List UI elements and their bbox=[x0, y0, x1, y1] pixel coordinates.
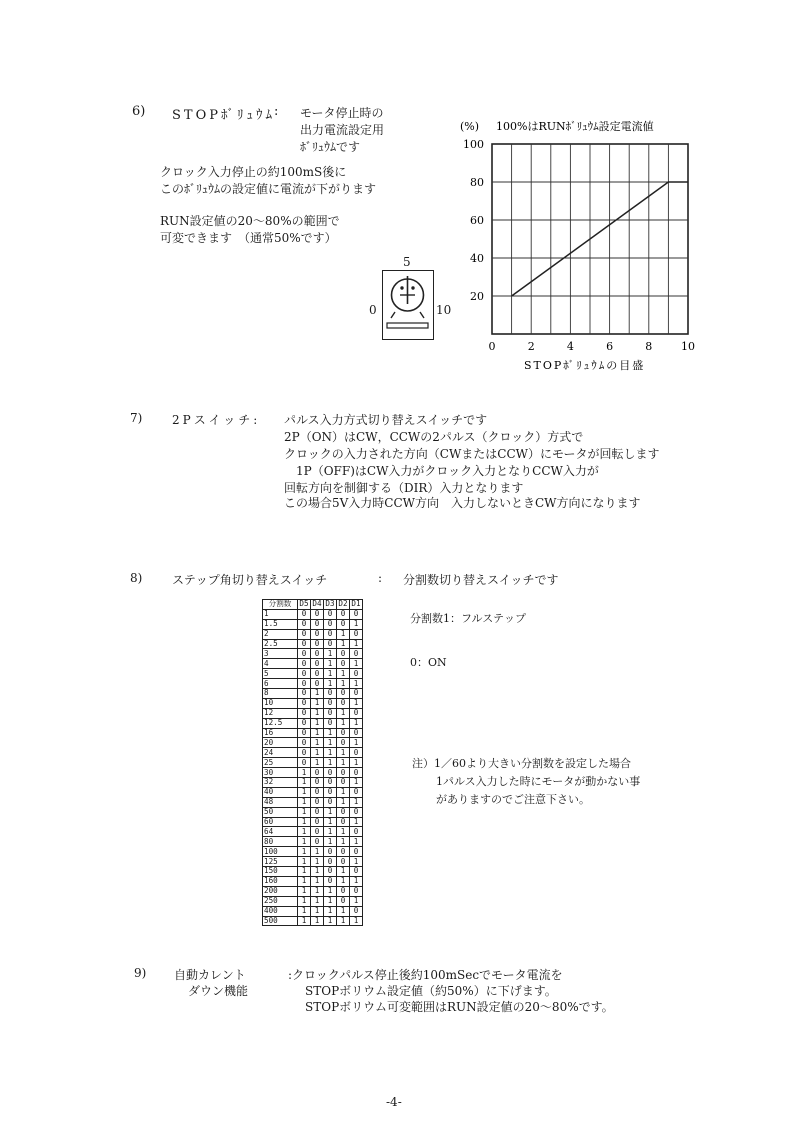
section-8-note-3: がありますのでご注意下さい。 bbox=[436, 793, 590, 806]
section-8-note-full-step: 分割数1：フルステップ bbox=[410, 612, 527, 625]
division-value-cell: 40 bbox=[263, 787, 298, 797]
bit-cell: 0 bbox=[298, 629, 311, 639]
table-body bbox=[263, 609, 363, 926]
bit-cell: 0 bbox=[350, 689, 363, 699]
division-value-cell: 60 bbox=[263, 817, 298, 827]
division-value-cell: 500 bbox=[263, 916, 298, 926]
bit-cell: 0 bbox=[311, 659, 324, 669]
table-row bbox=[263, 807, 363, 817]
table-row bbox=[263, 827, 363, 837]
table-row bbox=[263, 758, 363, 768]
bit-cell: 1 bbox=[298, 837, 311, 847]
bit-cell: 0 bbox=[311, 837, 324, 847]
bit-cell: 1 bbox=[311, 728, 324, 738]
chart-x-tick-label: 8 bbox=[645, 340, 653, 353]
bit-cell: 1 bbox=[311, 916, 324, 926]
section-6-title: STOPﾎﾞﾘｭｳﾑ bbox=[172, 108, 275, 123]
bit-cell: 0 bbox=[324, 708, 337, 718]
chart-xlabel: STOPﾎﾞﾘｭｳﾑの目盛 bbox=[524, 359, 646, 372]
bit-cell: 0 bbox=[350, 867, 363, 877]
division-value-cell: 16 bbox=[263, 728, 298, 738]
bit-cell: 0 bbox=[298, 689, 311, 699]
chart-x-tick-label: 0 bbox=[488, 340, 496, 353]
bit-cell: 0 bbox=[350, 629, 363, 639]
chart-series-line bbox=[512, 182, 688, 296]
bit-cell: 0 bbox=[311, 649, 324, 659]
bit-cell: 1 bbox=[350, 817, 363, 827]
division-value-cell: 100 bbox=[263, 847, 298, 857]
bit-cell: 0 bbox=[350, 807, 363, 817]
bit-cell: 0 bbox=[324, 698, 337, 708]
bit-cell: 1 bbox=[324, 807, 337, 817]
division-value-cell: 12.5 bbox=[263, 718, 298, 728]
section-6-line-1: クロック入力停止の約100mS後に bbox=[160, 165, 347, 179]
table-row bbox=[263, 629, 363, 639]
bit-cell: 1 bbox=[337, 679, 350, 689]
bit-cell: 1 bbox=[324, 758, 337, 768]
knob-label-top: 5 bbox=[403, 255, 411, 269]
bit-cell: 0 bbox=[337, 698, 350, 708]
bit-cell: 0 bbox=[324, 639, 337, 649]
division-value-cell: 160 bbox=[263, 876, 298, 886]
section-6-line-5: 可変できます （通常50%です） bbox=[160, 231, 337, 245]
division-value-cell: 150 bbox=[263, 867, 298, 877]
table-row bbox=[263, 609, 363, 619]
table-header-cell: 分割数 bbox=[263, 600, 298, 610]
bit-cell: 1 bbox=[324, 916, 337, 926]
bit-cell: 1 bbox=[311, 708, 324, 718]
bit-cell: 1 bbox=[298, 847, 311, 857]
bit-cell: 1 bbox=[324, 669, 337, 679]
section-8-colon: : bbox=[378, 571, 383, 585]
bit-cell: 1 bbox=[350, 778, 363, 788]
bit-cell: 1 bbox=[350, 797, 363, 807]
bit-cell: 0 bbox=[298, 698, 311, 708]
bit-cell: 1 bbox=[298, 886, 311, 896]
section-7-line-1: パルス入力方式切り替えスイッチです bbox=[284, 413, 488, 427]
bit-cell: 1 bbox=[324, 886, 337, 896]
table-row bbox=[263, 797, 363, 807]
bit-cell: 1 bbox=[350, 738, 363, 748]
section-9-line-1: :クロックパルス停止後約100mSecでモータ電流を bbox=[288, 968, 563, 982]
table-row bbox=[263, 649, 363, 659]
table-header-cell: D3 bbox=[325, 599, 335, 609]
section-9-title-1: 自動カレント bbox=[174, 968, 246, 982]
chart-ylabel: (%) bbox=[460, 120, 480, 133]
bit-cell: 0 bbox=[298, 659, 311, 669]
table-row bbox=[263, 698, 363, 708]
division-switch-table bbox=[262, 599, 363, 926]
bit-cell: 0 bbox=[337, 649, 350, 659]
division-value-cell: 200 bbox=[263, 886, 298, 896]
bit-cell: 0 bbox=[350, 708, 363, 718]
bit-cell: 1 bbox=[350, 639, 363, 649]
bit-cell: 1 bbox=[337, 758, 350, 768]
bit-cell: 1 bbox=[298, 857, 311, 867]
division-value-cell: 125 bbox=[263, 857, 298, 867]
chart-x-tick-label: 2 bbox=[527, 340, 535, 353]
division-value-cell: 25 bbox=[263, 758, 298, 768]
table-row bbox=[263, 718, 363, 728]
table-row bbox=[263, 787, 363, 797]
bit-cell: 1 bbox=[337, 748, 350, 758]
bit-cell: 0 bbox=[324, 876, 337, 886]
division-value-cell: 2.5 bbox=[263, 639, 298, 649]
bit-cell: 0 bbox=[324, 797, 337, 807]
division-value-cell: 80 bbox=[263, 837, 298, 847]
table-header-row bbox=[263, 600, 363, 610]
bit-cell: 0 bbox=[337, 857, 350, 867]
section-7-line-5: 回転方向を制御する（DIR）入力となります bbox=[284, 481, 524, 495]
bit-cell: 1 bbox=[324, 837, 337, 847]
division-value-cell: 50 bbox=[263, 807, 298, 817]
bit-cell: 1 bbox=[350, 619, 363, 629]
division-value-cell: 6 bbox=[263, 679, 298, 689]
bit-cell: 0 bbox=[324, 629, 337, 639]
bit-cell: 1 bbox=[298, 817, 311, 827]
bit-cell: 1 bbox=[324, 679, 337, 689]
bit-cell: 0 bbox=[311, 827, 324, 837]
table-row bbox=[263, 876, 363, 886]
section-8-title: ステップ角切り替えスイッチ bbox=[172, 573, 328, 587]
division-value-cell: 8 bbox=[263, 689, 298, 699]
section-6-line-2: このﾎﾞﾘｭｳﾑの設定値に電流が下がります bbox=[160, 182, 377, 196]
division-value-cell: 20 bbox=[263, 738, 298, 748]
division-value-cell: 2 bbox=[263, 629, 298, 639]
division-value-cell: 1 bbox=[263, 609, 298, 619]
bit-cell: 0 bbox=[350, 787, 363, 797]
bit-cell: 1 bbox=[298, 768, 311, 778]
division-value-cell: 5 bbox=[263, 669, 298, 679]
bit-cell: 0 bbox=[350, 609, 363, 619]
bit-cell: 1 bbox=[311, 698, 324, 708]
division-value-cell: 12 bbox=[263, 708, 298, 718]
section-6-desc-2: 出力電流設定用 bbox=[300, 123, 385, 137]
chart-y-tick-label: 20 bbox=[470, 290, 484, 303]
bit-cell: 1 bbox=[298, 787, 311, 797]
chart-ticks bbox=[463, 138, 695, 353]
bit-cell: 0 bbox=[350, 669, 363, 679]
section-6-desc-1: モータ停止時の bbox=[300, 106, 384, 120]
bit-cell: 1 bbox=[324, 896, 337, 906]
bit-cell: 0 bbox=[324, 718, 337, 728]
table-row bbox=[263, 679, 363, 689]
table-row bbox=[263, 738, 363, 748]
bit-cell: 0 bbox=[350, 847, 363, 857]
bit-cell: 1 bbox=[337, 867, 350, 877]
bit-cell: 0 bbox=[298, 619, 311, 629]
bit-cell: 1 bbox=[311, 738, 324, 748]
section-9-title-2: ダウン機能 bbox=[188, 984, 249, 998]
section-6-number: 6) bbox=[132, 104, 146, 119]
stop-volume-chart bbox=[460, 120, 710, 377]
bit-cell: 0 bbox=[311, 778, 324, 788]
table-header-cell: D1 bbox=[351, 599, 361, 609]
bit-cell: 1 bbox=[298, 778, 311, 788]
table-row bbox=[263, 669, 363, 679]
table-row bbox=[263, 708, 363, 718]
page-number: -4- bbox=[386, 1095, 402, 1109]
table-row bbox=[263, 896, 363, 906]
section-6-colon: : bbox=[274, 104, 279, 119]
bit-cell: 0 bbox=[311, 669, 324, 679]
bit-cell: 1 bbox=[337, 916, 350, 926]
bit-cell: 0 bbox=[324, 619, 337, 629]
bit-cell: 0 bbox=[324, 787, 337, 797]
bit-cell: 0 bbox=[324, 867, 337, 877]
division-value-cell: 64 bbox=[263, 827, 298, 837]
bit-cell: 0 bbox=[311, 787, 324, 797]
section-6-desc-3: ﾎﾞﾘｭｳﾑです bbox=[300, 140, 361, 154]
bit-cell: 0 bbox=[298, 738, 311, 748]
section-8-note-on: 0：ON bbox=[410, 656, 447, 669]
bit-cell: 1 bbox=[350, 758, 363, 768]
bit-cell: 1 bbox=[324, 827, 337, 837]
bit-cell: 0 bbox=[324, 778, 337, 788]
bit-cell: 0 bbox=[350, 768, 363, 778]
bit-cell: 1 bbox=[337, 837, 350, 847]
section-9-number: 9) bbox=[134, 966, 147, 980]
table-row bbox=[263, 847, 363, 857]
bit-cell: 1 bbox=[298, 916, 311, 926]
bit-cell: 0 bbox=[298, 708, 311, 718]
bit-cell: 1 bbox=[350, 857, 363, 867]
bit-cell: 0 bbox=[337, 807, 350, 817]
chart-y-tick-label: 100 bbox=[463, 138, 484, 151]
bit-cell: 0 bbox=[298, 679, 311, 689]
chart-x-tick-label: 10 bbox=[681, 340, 695, 353]
bit-cell: 0 bbox=[337, 768, 350, 778]
bit-cell: 0 bbox=[350, 728, 363, 738]
table-row bbox=[263, 867, 363, 877]
section-7-line-2: 2P（ON）はCW，CCWの2パルス（クロック）方式で bbox=[284, 430, 584, 444]
bit-cell: 1 bbox=[350, 698, 363, 708]
bit-cell: 1 bbox=[311, 896, 324, 906]
bit-cell: 1 bbox=[311, 867, 324, 877]
division-value-cell: 30 bbox=[263, 768, 298, 778]
bit-cell: 1 bbox=[324, 659, 337, 669]
table-row bbox=[263, 659, 363, 669]
bit-cell: 0 bbox=[298, 758, 311, 768]
bit-cell: 1 bbox=[324, 748, 337, 758]
table-header-cell: D5 bbox=[299, 599, 309, 609]
bit-cell: 1 bbox=[311, 876, 324, 886]
bit-cell: 0 bbox=[337, 659, 350, 669]
bit-cell: 1 bbox=[350, 916, 363, 926]
chart-y-tick-label: 80 bbox=[470, 176, 484, 189]
bit-cell: 0 bbox=[311, 629, 324, 639]
chart-x-tick-label: 4 bbox=[566, 340, 574, 353]
table-row bbox=[263, 837, 363, 847]
bit-cell: 1 bbox=[350, 896, 363, 906]
bit-cell: 0 bbox=[337, 896, 350, 906]
bit-cell: 1 bbox=[337, 629, 350, 639]
division-value-cell: 4 bbox=[263, 659, 298, 669]
table-row bbox=[263, 906, 363, 916]
division-value-cell: 10 bbox=[263, 698, 298, 708]
bit-cell: 1 bbox=[337, 669, 350, 679]
bit-cell: 0 bbox=[324, 609, 337, 619]
bit-cell: 1 bbox=[298, 906, 311, 916]
table-row bbox=[263, 817, 363, 827]
bit-cell: 0 bbox=[298, 718, 311, 728]
bit-cell: 1 bbox=[311, 847, 324, 857]
bit-cell: 1 bbox=[350, 679, 363, 689]
section-8-number: 8) bbox=[130, 571, 143, 585]
bit-cell: 0 bbox=[337, 609, 350, 619]
table-row bbox=[263, 778, 363, 788]
bit-cell: 1 bbox=[298, 807, 311, 817]
bit-cell: 0 bbox=[311, 797, 324, 807]
division-value-cell: 400 bbox=[263, 906, 298, 916]
bit-cell: 1 bbox=[298, 896, 311, 906]
table-row bbox=[263, 728, 363, 738]
section-7-title: 2Pスイッチ: bbox=[172, 413, 261, 427]
table-header-cell: D4 bbox=[312, 599, 322, 609]
bit-cell: 1 bbox=[311, 718, 324, 728]
bit-cell: 1 bbox=[311, 689, 324, 699]
table-row bbox=[263, 768, 363, 778]
bit-cell: 1 bbox=[350, 718, 363, 728]
bit-cell: 1 bbox=[337, 827, 350, 837]
chart-x-tick-label: 6 bbox=[606, 340, 614, 353]
bit-cell: 1 bbox=[298, 876, 311, 886]
section-9-line-3: STOPボリウム可変範囲はRUN設定値の20～80%です。 bbox=[305, 1000, 614, 1014]
bit-cell: 1 bbox=[311, 906, 324, 916]
bit-cell: 0 bbox=[311, 609, 324, 619]
division-value-cell: 32 bbox=[263, 778, 298, 788]
bit-cell: 0 bbox=[337, 817, 350, 827]
bit-cell: 1 bbox=[311, 748, 324, 758]
bit-cell: 0 bbox=[324, 857, 337, 867]
volume-knob-icon bbox=[382, 270, 434, 340]
bit-cell: 1 bbox=[311, 758, 324, 768]
bit-cell: 0 bbox=[324, 689, 337, 699]
bit-cell: 0 bbox=[311, 639, 324, 649]
table-row bbox=[263, 857, 363, 867]
bit-cell: 0 bbox=[298, 609, 311, 619]
bit-cell: 1 bbox=[337, 797, 350, 807]
bit-cell: 1 bbox=[324, 728, 337, 738]
bit-cell: 1 bbox=[324, 649, 337, 659]
bit-cell: 1 bbox=[337, 876, 350, 886]
table-row bbox=[263, 916, 363, 926]
bit-cell: 0 bbox=[337, 738, 350, 748]
division-value-cell: 3 bbox=[263, 649, 298, 659]
bit-cell: 1 bbox=[337, 906, 350, 916]
bit-cell: 1 bbox=[324, 906, 337, 916]
bit-cell: 1 bbox=[337, 787, 350, 797]
section-7-number: 7) bbox=[130, 411, 143, 425]
section-6-line-4: RUN設定値の20～80%の範囲で bbox=[160, 214, 340, 228]
section-9-line-2: STOPボリウム設定値（約50%）に下げます。 bbox=[305, 984, 557, 998]
section-8-note-2: 1パルス入力した時にモータが動かない事 bbox=[436, 775, 641, 788]
knob-label-right: 10 bbox=[436, 303, 452, 317]
section-7-line-3: クロックの入力された方向（CWまたはCCW）にモータが回転します bbox=[284, 447, 660, 461]
bit-cell: 1 bbox=[298, 797, 311, 807]
bit-cell: 1 bbox=[298, 867, 311, 877]
section-8-desc: 分割数切り替えスイッチです bbox=[403, 573, 559, 587]
bit-cell: 1 bbox=[311, 886, 324, 896]
bit-cell: 0 bbox=[311, 679, 324, 689]
section-8-note-1: 注）1／60より大きい分割数を設定した場合 bbox=[412, 757, 631, 770]
bit-cell: 0 bbox=[337, 778, 350, 788]
table-row bbox=[263, 639, 363, 649]
bit-cell: 0 bbox=[337, 728, 350, 738]
table-header-cell: D2 bbox=[338, 599, 348, 609]
bit-cell: 0 bbox=[350, 649, 363, 659]
bit-cell: 0 bbox=[350, 886, 363, 896]
chart-title: 100%はRUNﾎﾞﾘｭｳﾑ設定電流値 bbox=[496, 120, 654, 133]
bit-cell: 0 bbox=[298, 748, 311, 758]
bit-cell: 1 bbox=[324, 738, 337, 748]
bit-cell: 0 bbox=[298, 728, 311, 738]
table-row bbox=[263, 748, 363, 758]
bit-cell: 0 bbox=[324, 847, 337, 857]
division-value-cell: 1.5 bbox=[263, 619, 298, 629]
bit-cell: 1 bbox=[298, 827, 311, 837]
section-7-line-6: この場合5V入力時CCW方向 入力しないときCW方向になります bbox=[284, 496, 641, 510]
bit-cell: 0 bbox=[311, 768, 324, 778]
bit-cell: 0 bbox=[337, 689, 350, 699]
table-row bbox=[263, 619, 363, 629]
knob-label-left: 0 bbox=[369, 303, 377, 317]
table-row bbox=[263, 886, 363, 896]
bit-cell: 1 bbox=[337, 639, 350, 649]
chart-y-tick-label: 60 bbox=[470, 214, 484, 227]
bit-cell: 0 bbox=[298, 669, 311, 679]
bit-cell: 0 bbox=[311, 619, 324, 629]
bit-cell: 0 bbox=[298, 639, 311, 649]
bit-cell: 1 bbox=[337, 708, 350, 718]
bit-cell: 1 bbox=[350, 659, 363, 669]
bit-cell: 1 bbox=[350, 876, 363, 886]
chart-y-tick-label: 40 bbox=[470, 252, 484, 265]
bit-cell: 0 bbox=[298, 649, 311, 659]
bit-cell: 0 bbox=[324, 768, 337, 778]
bit-cell: 0 bbox=[350, 748, 363, 758]
bit-cell: 0 bbox=[337, 847, 350, 857]
bit-cell: 1 bbox=[337, 718, 350, 728]
bit-cell: 0 bbox=[311, 817, 324, 827]
division-value-cell: 48 bbox=[263, 797, 298, 807]
bit-cell: 1 bbox=[311, 857, 324, 867]
bit-cell: 0 bbox=[337, 619, 350, 629]
bit-cell: 0 bbox=[337, 886, 350, 896]
division-value-cell: 24 bbox=[263, 748, 298, 758]
bit-cell: 0 bbox=[350, 906, 363, 916]
table-row bbox=[263, 689, 363, 699]
bit-cell: 0 bbox=[311, 807, 324, 817]
bit-cell: 1 bbox=[350, 837, 363, 847]
bit-cell: 0 bbox=[350, 827, 363, 837]
section-7-line-4: 1P（OFF)はCW入力がクロック入力となりCCW入力が bbox=[296, 464, 599, 478]
division-value-cell: 250 bbox=[263, 896, 298, 906]
bit-cell: 1 bbox=[324, 817, 337, 827]
